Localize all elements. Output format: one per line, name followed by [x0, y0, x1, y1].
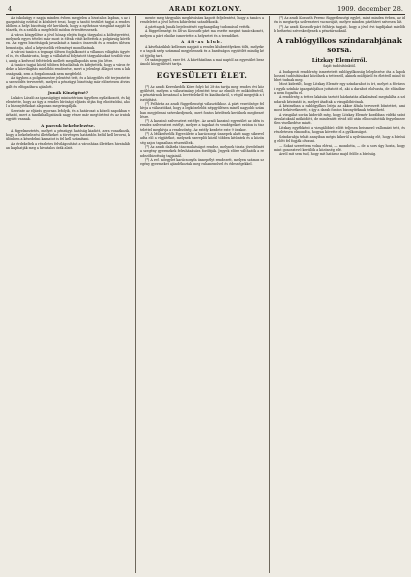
paragraph: Lukács László az igazságügyi minisztérium ügyében nyilatkozott, és kijelentette, hogy az ügy a rendes bírósági eljárás útján fog elintéződni, ahol a bizonyítékokat alaposan megvizsgálják.	[6, 96, 130, 109]
page-number: 4	[8, 5, 13, 13]
paragraph: Litzkay egyébként a vizsgálóbíró előtt teljesen beismerő vallomást tett, és részletesen elmondta, hogyan követte el a gyilkosságot.	[274, 126, 405, 135]
issue-date: 1909. december 28.	[337, 5, 403, 13]
byline: Saját tudósítónktól.	[323, 64, 356, 69]
paragraph: — Sokat szerettem volna elérni, — mondotta, — de a sors úgy hozta, hogy mint gonosztevő kerülök a közönség elé.	[274, 143, 405, 152]
paragraph: Öt számjeggyel, ezer frt. A kávéháziban a mai naptól az egyesület beszámoló közgyűlését tartja.	[140, 58, 264, 67]
paragraph: Most kiderült, hogy Litzkay Elemér egy színdarabot is írt, melyet a fővárosi egyik színház igazgatójához juttatott el, aki a darabot elolvasta, de előadásra nem fogadta el.	[274, 82, 405, 95]
article-title: A rablógyilkos színdarabjának sorsa.	[277, 36, 402, 54]
column-divider	[269, 16, 270, 573]
paragraph: Az ügyben a polgármester jelentést tett, és a közgyűlés elé terjesztette a szerződés tervezetét, melyet a pénzügyi bizottság már előzetesen átvizsgált és elfogadásra ajánlott.	[6, 76, 130, 89]
column-2	[140, 16, 264, 573]
subheading: A parcuk bekebelezése.	[41, 123, 95, 129]
section-rule	[182, 69, 222, 70]
paragraph: (*) Az aradi dalárda táncmulatságot rendez, melynek tiszta jövedelmét a szegény gyermekek felruházására fordítják. Jegyek előre válthatók a rendezőbizottság tagjainál.	[140, 145, 264, 158]
paragraph: (*) A kaszinó szilveszteri estélye. Az aradi kaszinó egyesület az idén is rendez szilveszteri estélyt, melyre a tagokat és vendégeiket ezúton is tisztelettel meghívja a rendezőség. Az estély kezdete este 9 órakor.	[140, 119, 264, 132]
paragraph: Színdarabja tehát annyiban mégis kikerül a nyilvánosság elé, hogy a bíróság előtt fel fogják olvasni.	[274, 134, 405, 144]
section-rule	[182, 82, 222, 83]
column-3	[274, 16, 405, 573]
paragraph: Szerinte az eljárás gyorsan lefolyik, és a határozat a közeli napokban várható, mert a tanúkihallgatások nagy része már megtörtént és az iratok együtt vannak.	[6, 109, 130, 122]
paragraph: A tanács tagjai közül többen felszólaltak és kifejtették, hogy a város érdeke a közvilágítás mielőbbi rendezése, mert a jelenlegi állapot sem a lakosságnak, sem a forgalomnak nem megfelelő.	[6, 63, 130, 76]
paragraph: A függetlenségi és 48-as Kossuth-párt ma esette megint tanácskozott, melyen a párt elnöke ismertette a helyzetet és a teendőket.	[140, 29, 264, 38]
newspaper-title: ARADI KOZLONY.	[169, 5, 242, 13]
paragraph: A párttagok Junák bejelentését egyhangúlag tudomásul vették.	[145, 24, 251, 29]
paragraph: (*) Az aradi Kossuth Ferenc függetlenségi egylet, mint minden évben, az idén is megtartja szilveszteri vacsoráját, melyre minden párthívet szívesen lát.	[274, 16, 405, 25]
column-1	[6, 16, 130, 573]
paragraph: A kávéháziklub kellemes napjait a rendes klubestélyeken tölti, melyekre a tagok szép számmal megjelennek és a barátságos együttlét mindig késő éjjelig tart.	[140, 45, 264, 58]
paragraph: (*) A ref. nőegylet karácsonyfa ünnepélyt rendezett, melyen számos szegény gyermeket ajándékoztak meg ruhaneművel és édességekkel.	[140, 158, 264, 167]
section-heading: EGYESÜLETI ÉLET.	[156, 70, 248, 80]
paragraph: (*) A Műkedvelők Egyesülete a karácsonyi ünnepek alatt nagy sikerrel adta elő a vígjátékot, melynek szereplői közül többen kitűntek és a közönség zajos tapsaiban részesültek.	[140, 132, 264, 145]
paragraph: mente meg tárgyalás meghívására kapott feljelentést, hogy a tanács a rendeletet a jövő héten kihirdetni szándékozik.	[140, 16, 264, 25]
subheading: Junák Kinzigéné?	[47, 90, 89, 96]
paragraph: (*) Az aradi Kereskedők Köre folyó hó 28-án tartja meg rendes évi közgyűlését, melyen a választmány jelentést tesz az elmúlt év működéséről, a pénztárnok beszámol a bevételekről és kiadásokról, s végül megejtik a tisztújítást.	[140, 85, 264, 102]
paragraph: A városi tanács a tegnapi ülésen foglalkozott a villamos világítás ügyével is, és elhatározta, hogy a vállalattal folytatott tárgyalásokat tovább viszi, amíg a kedvező feltételek mellett megállapodás nem jön létre.	[6, 50, 130, 63]
paragraph: A figyelmeztetés, melyet a pénzügyi hatóság kiadott, arra vonatkozik, hogy a bekebelezési illetékeket a törvényes határidőn belül kell lerovni, különben a késedelmi kamatot is fel kell számítani.	[6, 129, 130, 142]
paragraph: A város közgyűlése a jövő hónap elején fogja tárgyalni a költségvetést, melynek egyes tételei már most is élénk vitát keltettek a polgárság körében. Az egyes bizottságok javaslatait a tanács összesíti és a rendes ülésen bemutatja, ahol a képviselők véleményt mondhatnak.	[6, 33, 130, 50]
paragraph: Az iskolaügy e napja minden évben megjelen a hivatalos lapban, s az igazgatóság ezúttal is közhírré teszi, hogy a tanító testület tagjai a rendes időben a helyi bizottság elé kerülnek, hogy a nyilvános vizsgálat napját kitűzzék, és a szülők a megfelelő módon értesíttessenek.	[6, 16, 130, 33]
column-divider	[135, 16, 136, 573]
subheading: A 48-as klub.	[181, 39, 223, 45]
article-subtitle: Litzkay Elemérről.	[311, 58, 368, 65]
paragraph: A rendőrség a tettes lakásán tartott házkutatás alkalmával megtalálta a színdarab kéziratát is, melyet átadtak a vizsgálóbírónak.	[274, 95, 405, 104]
page-header	[6, 4, 405, 15]
columns	[6, 16, 405, 573]
paragraph: A vizsgálat során kiderült még, hogy Litzkay Elemér korábban vidéki színtársulatoknál működött, de mindenütt rövid idő után elbocsátották fegyelmezetlen viselkedése miatt.	[274, 113, 405, 126]
paragraph: Arról mit sem tud, hogy mit határoz majd felőle a bíróság.	[279, 152, 377, 157]
paragraph: (*) Az aradi Kossuth-párt felhívja tagjait, hogy a jövő évi tagdíjakat mielőbb befizetni szíveskedjenek a pénztárnoknál.	[274, 24, 405, 33]
paragraph: A kéziratban a rablógyilkos leírja az akkor általa tervezett bűntettet, ami most bekövetkezett, s így a darab fontos bizonyítéknak tekinthető.	[274, 104, 405, 113]
paragraph: A budapesti rendőrség ismertetett rablógyilkosság leleplezése óta a lapok hosszú tudósításokat közölnek a tettesről, akinek múltjáról és életéről mind többet tudnak meg.	[274, 69, 405, 82]
paragraph: (*) Felhívás az aradi függetlenségi választókhoz. A párt vezetősége felhívja a választókat, hogy a legközelebbi népgyűlésen minél nagyobb számban megjelenni szíveskedjenek, mert fontos kérdések kerülnek megbeszélésre.	[140, 102, 264, 119]
paragraph: Az érdekeltek a részletes felvilágosítást a városháza illetékes hivatalában kaphatják meg a hivatalos órák alatt.	[6, 142, 130, 151]
